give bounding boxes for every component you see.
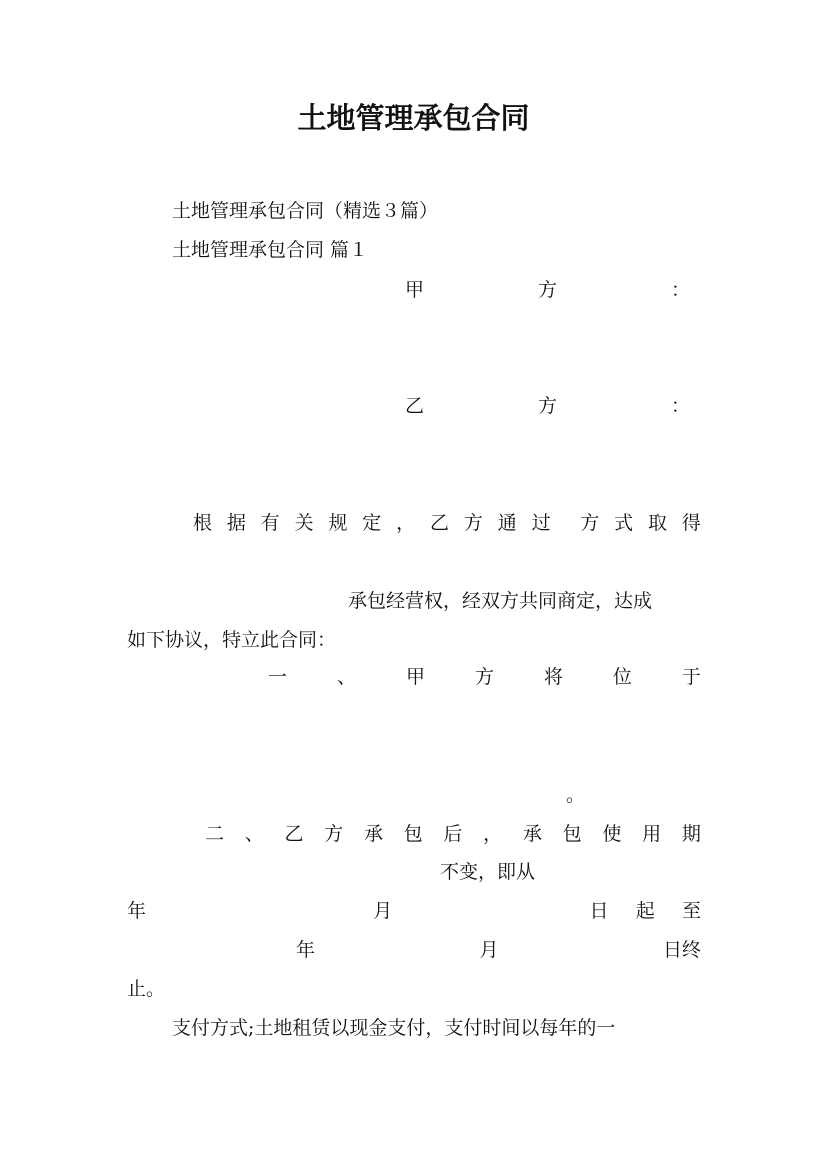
party-b-line	[405, 397, 690, 416]
text-char: 承	[522, 823, 542, 845]
text-char: 使	[602, 823, 622, 845]
paragraph-1-line-3: 如下协议，特立此合同：	[127, 629, 337, 651]
text-char: 位	[612, 666, 632, 688]
article-1-end-mark: 。	[566, 784, 586, 806]
text-char: 取	[648, 512, 668, 534]
party-a-colon: ：	[670, 279, 690, 301]
text-char: 乙	[284, 823, 304, 845]
text-char: 方	[474, 666, 494, 688]
text-char: 根	[193, 512, 213, 534]
text-char: 关	[294, 512, 314, 534]
payment-line: 支付方式;土地租赁以现金支付，支付时间以每年的一	[172, 1017, 616, 1039]
party-b-char: 乙	[405, 395, 425, 417]
subtitle: 土地管理承包合同（精选３篇）	[172, 200, 439, 222]
text-char: 至	[681, 900, 701, 922]
party-b-char: 方	[537, 395, 557, 417]
text-char: 包	[403, 823, 423, 845]
end-word: 止。	[127, 978, 166, 1000]
text-char: 乙	[430, 512, 450, 534]
text-char: 规	[328, 512, 348, 534]
date-line-2	[296, 941, 701, 960]
document-title: 土地管理承包合同	[297, 101, 530, 135]
paragraph-1-line-2: 承包经营权，经双方共同商定，达成	[348, 590, 653, 612]
text-char: 方	[580, 512, 600, 534]
text-char: 后	[443, 823, 463, 845]
text-char: 有	[260, 512, 280, 534]
text-char: 方	[324, 823, 344, 845]
text-char: 得	[681, 512, 701, 534]
text-char: 通	[497, 512, 517, 534]
party-a-line	[405, 281, 690, 300]
paragraph-1-line-1	[193, 514, 701, 533]
text-char: 二	[205, 823, 225, 845]
text-char: 甲	[405, 666, 425, 688]
text-char: ，	[396, 512, 416, 534]
text-char: 一	[268, 666, 288, 688]
text-char: 于	[681, 666, 701, 688]
article-2-line-2: 不变，即从	[440, 861, 536, 883]
text-char: 定	[362, 512, 382, 534]
date-month-label: 月	[373, 900, 393, 922]
article-1-line	[268, 668, 701, 687]
date-day-end-label: 日终	[662, 939, 701, 961]
article-2-line-1	[205, 825, 701, 844]
date-year-label: 年	[127, 900, 147, 922]
text-char: 过	[531, 512, 551, 534]
text-char: 据	[226, 512, 246, 534]
party-b-colon: ：	[670, 395, 690, 417]
text-char: 期	[681, 823, 701, 845]
section-heading: 土地管理承包合同 篇１	[172, 239, 369, 261]
date-month-label: 月	[479, 939, 499, 961]
text-char: 、	[336, 666, 356, 688]
text-char: 、	[244, 823, 264, 845]
text-char: 起	[635, 900, 655, 922]
text-char: 方	[463, 512, 483, 534]
party-a-char: 甲	[405, 279, 425, 301]
text-char: 用	[642, 823, 662, 845]
date-day-label: 日	[589, 900, 609, 922]
text-char: 将	[543, 666, 563, 688]
text-char: 承	[363, 823, 383, 845]
text-char: 包	[562, 823, 582, 845]
text-char: ，	[483, 823, 503, 845]
party-a-char: 方	[537, 279, 557, 301]
text-char: 式	[614, 512, 634, 534]
date-year-label: 年	[296, 939, 316, 961]
date-line-1	[127, 902, 701, 921]
